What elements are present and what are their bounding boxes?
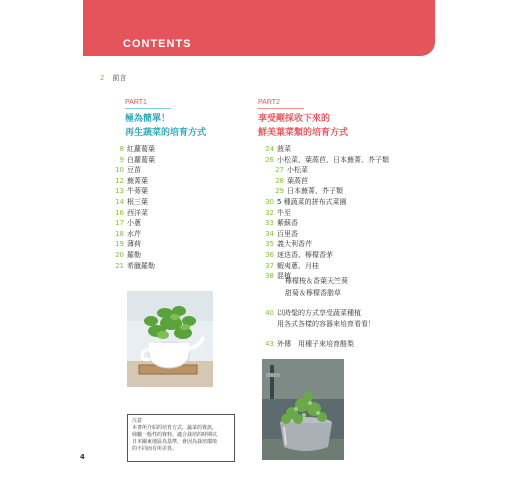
toc-item[interactable] xyxy=(252,262,319,271)
toc-label: 前言 xyxy=(112,74,127,82)
page-number-ref: 21 xyxy=(115,261,124,270)
toc-label: 希臘羅勒 xyxy=(127,261,155,270)
part2-heading-line1: 享受剛採收下來的 xyxy=(258,114,331,124)
toc-label: 以時髦的方式享受蔬菜種植 xyxy=(277,309,361,317)
part1-label: PART1 xyxy=(125,99,147,106)
toc-label: 蝦夷蔥、月桂 xyxy=(277,261,319,270)
page-number-ref: 26 xyxy=(265,155,274,164)
part1-heading-line1: 極為簡單！ xyxy=(125,114,171,124)
page-number-ref: 2 xyxy=(100,74,105,82)
toc-item-40[interactable] xyxy=(252,309,361,318)
page-number: 4 xyxy=(80,453,85,461)
note-title: 注意 xyxy=(132,418,143,424)
toc-item[interactable] xyxy=(100,219,141,228)
toc-label: 外傳 用種子來培育酪梨 xyxy=(277,340,354,348)
toc-label: 義大利香芹 xyxy=(277,240,312,249)
toc-item[interactable] xyxy=(262,187,343,196)
toc-label: 蕪菁葉 xyxy=(127,176,148,185)
toc-item[interactable] xyxy=(100,251,141,260)
toc-item[interactable] xyxy=(252,240,312,249)
toc-item[interactable] xyxy=(100,166,141,175)
page-number-ref: 20 xyxy=(115,251,124,259)
page-number-ref: 27 xyxy=(275,166,284,175)
toc-item[interactable] xyxy=(262,177,308,186)
toc-label: 紫蘇香 xyxy=(277,219,298,228)
page-number-ref: 9 xyxy=(119,155,124,164)
part2-label: PART2 xyxy=(258,99,280,106)
toc-item[interactable] xyxy=(252,251,333,260)
part1-heading-line2: 再生蔬菜的培育方式 xyxy=(125,128,207,138)
toc-label: 甜菊＆檸檬香脂草 xyxy=(285,289,341,297)
toc-item[interactable] xyxy=(252,156,389,165)
page-number-ref: 37 xyxy=(265,261,274,270)
toc-label: 小蔥 xyxy=(127,219,141,228)
page-number-ref: 28 xyxy=(275,176,284,185)
toc-label: 紅蘿蔔葉 xyxy=(127,145,155,153)
toc-label: 日本蕪菁、芥子類 xyxy=(287,187,343,196)
toc-label: 葉萵苣 xyxy=(287,176,308,185)
toc-item[interactable] xyxy=(100,198,148,207)
note-line-4: 的不同而有所差異。 xyxy=(132,446,178,452)
toc-item-40-line2[interactable] xyxy=(277,320,375,329)
toc-intro[interactable] xyxy=(100,74,126,83)
page-number-ref: 12 xyxy=(115,176,124,185)
page-title: CONTENTS xyxy=(123,38,192,50)
toc-label: 百里香 xyxy=(277,229,298,238)
note-line-3: 日本關東地區為基準，會因為栽培環境 xyxy=(132,439,218,445)
part2-heading-line2: 鮮美葉菜類的培育方式 xyxy=(258,128,349,138)
toc-item[interactable] xyxy=(100,145,155,154)
page-number-ref: 36 xyxy=(265,251,274,259)
toc-label: 菠菜 xyxy=(277,145,291,153)
toc-label: 根三葉 xyxy=(127,198,148,206)
toc-label: 白蘿蔔葉 xyxy=(127,155,155,164)
toc-item[interactable] xyxy=(100,156,155,165)
toc-item[interactable] xyxy=(100,240,141,249)
page-number-ref: 19 xyxy=(115,240,124,249)
toc-label: 薄荷 xyxy=(127,240,141,249)
page-number-ref: 10 xyxy=(115,166,124,175)
part1-divider xyxy=(125,108,171,109)
toc-item[interactable] xyxy=(252,145,291,154)
page-number-ref: 30 xyxy=(265,198,274,206)
page-number-ref: 18 xyxy=(115,229,124,238)
toc-mix-2[interactable] xyxy=(285,289,341,298)
herb-pot-photo xyxy=(262,359,344,460)
page-number-ref: 33 xyxy=(265,219,274,228)
page-number-ref: 8 xyxy=(119,145,124,153)
page-number-ref: 40 xyxy=(265,309,274,317)
toc-label: 5 種蔬菜的拼布式菜園 xyxy=(277,198,347,206)
toc-label: 小松菜、葉萵苣、日本蕪菁、芥子類 xyxy=(277,155,389,164)
toc-label: 混植 xyxy=(277,272,291,281)
page-number-ref: 13 xyxy=(115,187,124,196)
note-line-2: 純屬一般性的資料，適合栽培的時期以 xyxy=(132,432,218,438)
toc-label: 迷迭香、檸檬香茅 xyxy=(277,251,333,259)
toc-item[interactable] xyxy=(252,219,298,228)
toc-item[interactable] xyxy=(100,230,141,239)
toc-item[interactable] xyxy=(252,198,347,207)
toc-label: 羅勒 xyxy=(127,251,141,259)
toc-item[interactable] xyxy=(252,209,291,218)
page-number-ref: 24 xyxy=(265,145,274,153)
toc-item[interactable] xyxy=(100,209,148,218)
page-number-ref: 34 xyxy=(265,229,274,238)
note-line-1: 本書所介紹的培育方式、蔬菜的資訊， xyxy=(132,425,218,431)
page-number-ref: 17 xyxy=(115,219,124,228)
toc-item[interactable] xyxy=(100,177,148,186)
header-banner xyxy=(83,0,435,56)
page-number-ref: 14 xyxy=(115,198,124,206)
toc-label: 牛蒡葉 xyxy=(127,187,148,196)
toc-label: 小松菜 xyxy=(287,166,308,175)
toc-item-43[interactable] xyxy=(252,340,354,349)
teapot-plant-photo xyxy=(127,291,213,387)
toc-label: 豆苗 xyxy=(127,166,141,175)
toc-label: 檸檬梭＆香葉天竺葵 xyxy=(285,277,348,285)
toc-label: 西洋菜 xyxy=(127,208,148,217)
toc-mix-1[interactable] xyxy=(285,277,348,286)
page-number-ref: 35 xyxy=(265,240,274,249)
toc-item[interactable] xyxy=(100,187,148,196)
page-number-ref: 38 xyxy=(265,272,274,281)
page-number-ref: 43 xyxy=(265,340,274,348)
part2-divider xyxy=(258,108,304,109)
toc-item[interactable] xyxy=(100,262,155,271)
toc-label: 用各式各樣的容器來培育看看！ xyxy=(277,320,375,328)
toc-item[interactable] xyxy=(252,230,298,239)
toc-label: 牛至 xyxy=(277,208,291,217)
page-number-ref: 32 xyxy=(265,208,274,217)
toc-item[interactable] xyxy=(262,166,308,175)
page-number-ref: 29 xyxy=(275,187,284,196)
toc-label: 水芹 xyxy=(127,229,141,238)
note-box xyxy=(127,414,235,462)
page-number-ref: 16 xyxy=(115,208,124,217)
